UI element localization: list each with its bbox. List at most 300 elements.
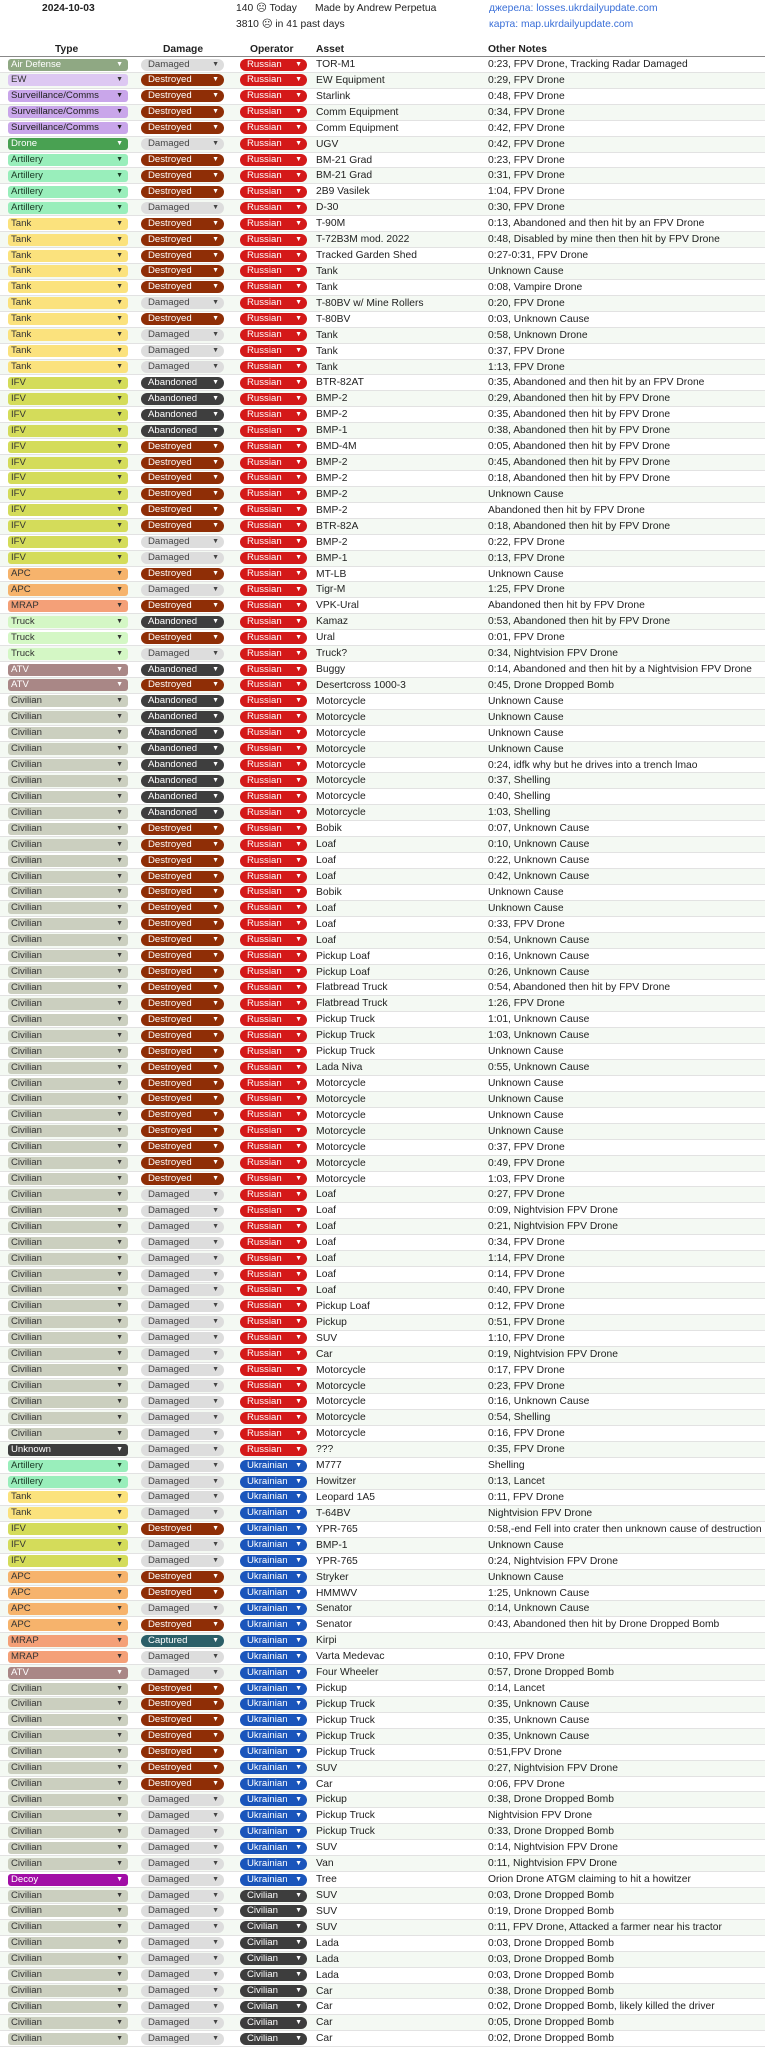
type-dropdown[interactable] — [8, 711, 128, 723]
operator-dropdown[interactable] — [240, 1778, 307, 1790]
operator-dropdown[interactable] — [240, 1762, 307, 1774]
type-dropdown[interactable] — [8, 425, 128, 437]
damage-dropdown[interactable] — [141, 297, 224, 309]
operator-dropdown[interactable] — [240, 1953, 307, 1965]
operator-dropdown[interactable] — [240, 520, 307, 532]
type-dropdown[interactable] — [8, 1093, 128, 1105]
operator-dropdown[interactable] — [240, 616, 307, 628]
operator-dropdown[interactable] — [240, 1364, 307, 1376]
damage-dropdown[interactable] — [141, 1348, 224, 1360]
damage-dropdown[interactable] — [141, 1555, 224, 1567]
damage-dropdown[interactable] — [141, 982, 224, 994]
type-dropdown[interactable] — [8, 1460, 128, 1472]
damage-dropdown[interactable] — [141, 1587, 224, 1599]
operator-dropdown[interactable] — [240, 313, 307, 325]
type-dropdown[interactable] — [8, 1237, 128, 1249]
type-dropdown[interactable] — [8, 1253, 128, 1265]
damage-dropdown[interactable] — [141, 1125, 224, 1137]
type-dropdown[interactable] — [8, 1141, 128, 1153]
damage-dropdown[interactable] — [141, 727, 224, 739]
damage-dropdown[interactable] — [141, 1874, 224, 1886]
operator-dropdown[interactable] — [240, 2017, 307, 2029]
operator-dropdown[interactable] — [240, 600, 307, 612]
operator-dropdown[interactable] — [240, 679, 307, 691]
type-dropdown[interactable] — [8, 250, 128, 262]
type-dropdown[interactable] — [8, 1507, 128, 1519]
operator-dropdown[interactable] — [240, 1444, 307, 1456]
operator-dropdown[interactable] — [240, 59, 307, 71]
damage-dropdown[interactable] — [141, 1093, 224, 1105]
damage-dropdown[interactable] — [141, 791, 224, 803]
type-dropdown[interactable] — [8, 297, 128, 309]
type-dropdown[interactable] — [8, 1698, 128, 1710]
operator-dropdown[interactable] — [240, 1125, 307, 1137]
type-dropdown[interactable] — [8, 616, 128, 628]
damage-dropdown[interactable] — [141, 775, 224, 787]
type-dropdown[interactable] — [8, 552, 128, 564]
type-dropdown[interactable] — [8, 855, 128, 867]
operator-dropdown[interactable] — [240, 1141, 307, 1153]
operator-dropdown[interactable] — [240, 2033, 307, 2045]
type-dropdown[interactable] — [8, 186, 128, 198]
damage-dropdown[interactable] — [141, 584, 224, 596]
operator-dropdown[interactable] — [240, 1969, 307, 1981]
damage-dropdown[interactable] — [141, 234, 224, 246]
damage-dropdown[interactable] — [141, 1969, 224, 1981]
type-dropdown[interactable] — [8, 966, 128, 978]
type-dropdown[interactable] — [8, 1046, 128, 1058]
sources-link[interactable]: джерела: losses.ukrdailyupdate.com — [489, 3, 658, 14]
type-dropdown[interactable] — [8, 138, 128, 150]
type-dropdown[interactable] — [8, 1762, 128, 1774]
type-dropdown[interactable] — [8, 950, 128, 962]
damage-dropdown[interactable] — [141, 1619, 224, 1631]
type-dropdown[interactable] — [8, 1062, 128, 1074]
operator-dropdown[interactable] — [240, 329, 307, 341]
operator-dropdown[interactable] — [240, 377, 307, 389]
type-dropdown[interactable] — [8, 1969, 128, 1981]
type-dropdown[interactable] — [8, 1826, 128, 1838]
operator-dropdown[interactable] — [240, 1842, 307, 1854]
damage-dropdown[interactable] — [141, 1428, 224, 1440]
type-dropdown[interactable] — [8, 1619, 128, 1631]
operator-dropdown[interactable] — [240, 648, 307, 660]
operator-dropdown[interactable] — [240, 998, 307, 1010]
damage-dropdown[interactable] — [141, 966, 224, 978]
damage-dropdown[interactable] — [141, 1794, 224, 1806]
type-dropdown[interactable] — [8, 648, 128, 660]
operator-dropdown[interactable] — [240, 2001, 307, 2013]
type-dropdown[interactable] — [8, 1890, 128, 1902]
type-dropdown[interactable] — [8, 1173, 128, 1185]
damage-dropdown[interactable] — [141, 552, 224, 564]
operator-dropdown[interactable] — [240, 584, 307, 596]
operator-dropdown[interactable] — [240, 1348, 307, 1360]
damage-dropdown[interactable] — [141, 265, 224, 277]
operator-dropdown[interactable] — [240, 1253, 307, 1265]
damage-dropdown[interactable] — [141, 1412, 224, 1424]
operator-dropdown[interactable] — [240, 536, 307, 548]
operator-dropdown[interactable] — [240, 1093, 307, 1105]
operator-dropdown[interactable] — [240, 1603, 307, 1615]
operator-dropdown[interactable] — [240, 218, 307, 230]
damage-dropdown[interactable] — [141, 711, 224, 723]
type-dropdown[interactable] — [8, 1539, 128, 1551]
type-dropdown[interactable] — [8, 536, 128, 548]
type-dropdown[interactable] — [8, 1491, 128, 1503]
damage-dropdown[interactable] — [141, 1523, 224, 1535]
damage-dropdown[interactable] — [141, 1890, 224, 1902]
type-dropdown[interactable] — [8, 1571, 128, 1583]
operator-dropdown[interactable] — [240, 950, 307, 962]
operator-dropdown[interactable] — [240, 1985, 307, 1997]
operator-dropdown[interactable] — [240, 1460, 307, 1472]
type-dropdown[interactable] — [8, 1810, 128, 1822]
type-dropdown[interactable] — [8, 791, 128, 803]
operator-dropdown[interactable] — [240, 1619, 307, 1631]
type-dropdown[interactable] — [8, 1380, 128, 1392]
operator-dropdown[interactable] — [240, 1810, 307, 1822]
type-dropdown[interactable] — [8, 1667, 128, 1679]
damage-dropdown[interactable] — [141, 1396, 224, 1408]
damage-dropdown[interactable] — [141, 2017, 224, 2029]
damage-dropdown[interactable] — [141, 1332, 224, 1344]
damage-dropdown[interactable] — [141, 1284, 224, 1296]
operator-dropdown[interactable] — [240, 855, 307, 867]
operator-dropdown[interactable] — [240, 1300, 307, 1312]
operator-dropdown[interactable] — [240, 265, 307, 277]
operator-dropdown[interactable] — [240, 409, 307, 421]
operator-dropdown[interactable] — [240, 902, 307, 914]
type-dropdown[interactable] — [8, 457, 128, 469]
type-dropdown[interactable] — [8, 1444, 128, 1456]
operator-dropdown[interactable] — [240, 1237, 307, 1249]
type-dropdown[interactable] — [8, 1348, 128, 1360]
operator-dropdown[interactable] — [240, 1030, 307, 1042]
damage-dropdown[interactable] — [141, 1714, 224, 1726]
type-dropdown[interactable] — [8, 106, 128, 118]
operator-dropdown[interactable] — [240, 1523, 307, 1535]
type-dropdown[interactable] — [8, 281, 128, 293]
operator-dropdown[interactable] — [240, 1062, 307, 1074]
damage-dropdown[interactable] — [141, 648, 224, 660]
type-dropdown[interactable] — [8, 982, 128, 994]
type-dropdown[interactable] — [8, 520, 128, 532]
damage-dropdown[interactable] — [141, 807, 224, 819]
damage-dropdown[interactable] — [141, 1539, 224, 1551]
operator-dropdown[interactable] — [240, 839, 307, 851]
damage-dropdown[interactable] — [141, 1571, 224, 1583]
type-dropdown[interactable] — [8, 329, 128, 341]
damage-dropdown[interactable] — [141, 138, 224, 150]
type-dropdown[interactable] — [8, 218, 128, 230]
type-dropdown[interactable] — [8, 1412, 128, 1424]
damage-dropdown[interactable] — [141, 90, 224, 102]
damage-dropdown[interactable] — [141, 1460, 224, 1472]
damage-dropdown[interactable] — [141, 1189, 224, 1201]
damage-dropdown[interactable] — [141, 377, 224, 389]
type-dropdown[interactable] — [8, 871, 128, 883]
damage-dropdown[interactable] — [141, 1667, 224, 1679]
operator-dropdown[interactable] — [240, 138, 307, 150]
damage-dropdown[interactable] — [141, 520, 224, 532]
operator-dropdown[interactable] — [240, 1316, 307, 1328]
damage-dropdown[interactable] — [141, 998, 224, 1010]
operator-dropdown[interactable] — [240, 361, 307, 373]
type-dropdown[interactable] — [8, 1205, 128, 1217]
type-dropdown[interactable] — [8, 1921, 128, 1933]
type-dropdown[interactable] — [8, 1078, 128, 1090]
type-dropdown[interactable] — [8, 1300, 128, 1312]
operator-dropdown[interactable] — [240, 1746, 307, 1758]
damage-dropdown[interactable] — [141, 1141, 224, 1153]
operator-dropdown[interactable] — [240, 1332, 307, 1344]
operator-dropdown[interactable] — [240, 1173, 307, 1185]
type-dropdown[interactable] — [8, 600, 128, 612]
damage-dropdown[interactable] — [141, 743, 224, 755]
damage-dropdown[interactable] — [141, 568, 224, 580]
damage-dropdown[interactable] — [141, 679, 224, 691]
type-dropdown[interactable] — [8, 2033, 128, 2045]
damage-dropdown[interactable] — [141, 393, 224, 405]
operator-dropdown[interactable] — [240, 457, 307, 469]
operator-dropdown[interactable] — [240, 250, 307, 262]
type-dropdown[interactable] — [8, 1603, 128, 1615]
operator-dropdown[interactable] — [240, 871, 307, 883]
type-dropdown[interactable] — [8, 1794, 128, 1806]
type-dropdown[interactable] — [8, 839, 128, 851]
type-dropdown[interactable] — [8, 1874, 128, 1886]
operator-dropdown[interactable] — [240, 1858, 307, 1870]
type-dropdown[interactable] — [8, 472, 128, 484]
operator-dropdown[interactable] — [240, 1412, 307, 1424]
type-dropdown[interactable] — [8, 1109, 128, 1121]
damage-dropdown[interactable] — [141, 1444, 224, 1456]
operator-dropdown[interactable] — [240, 1205, 307, 1217]
damage-dropdown[interactable] — [141, 1921, 224, 1933]
operator-dropdown[interactable] — [240, 202, 307, 214]
operator-dropdown[interactable] — [240, 1428, 307, 1440]
damage-dropdown[interactable] — [141, 1078, 224, 1090]
damage-dropdown[interactable] — [141, 472, 224, 484]
damage-dropdown[interactable] — [141, 250, 224, 262]
type-dropdown[interactable] — [8, 807, 128, 819]
damage-dropdown[interactable] — [141, 1316, 224, 1328]
type-dropdown[interactable] — [8, 759, 128, 771]
type-dropdown[interactable] — [8, 1332, 128, 1344]
type-dropdown[interactable] — [8, 361, 128, 373]
damage-dropdown[interactable] — [141, 1762, 224, 1774]
damage-dropdown[interactable] — [141, 1953, 224, 1965]
damage-dropdown[interactable] — [141, 1253, 224, 1265]
operator-dropdown[interactable] — [240, 345, 307, 357]
operator-dropdown[interactable] — [240, 1380, 307, 1392]
damage-dropdown[interactable] — [141, 281, 224, 293]
damage-dropdown[interactable] — [141, 441, 224, 453]
type-dropdown[interactable] — [8, 1189, 128, 1201]
damage-dropdown[interactable] — [141, 902, 224, 914]
damage-dropdown[interactable] — [141, 1635, 224, 1647]
operator-dropdown[interactable] — [240, 1826, 307, 1838]
damage-dropdown[interactable] — [141, 536, 224, 548]
operator-dropdown[interactable] — [240, 425, 307, 437]
operator-dropdown[interactable] — [240, 552, 307, 564]
operator-dropdown[interactable] — [240, 122, 307, 134]
operator-dropdown[interactable] — [240, 1284, 307, 1296]
type-dropdown[interactable] — [8, 1284, 128, 1296]
type-dropdown[interactable] — [8, 1937, 128, 1949]
operator-dropdown[interactable] — [240, 234, 307, 246]
type-dropdown[interactable] — [8, 695, 128, 707]
operator-dropdown[interactable] — [240, 743, 307, 755]
operator-dropdown[interactable] — [240, 791, 307, 803]
type-dropdown[interactable] — [8, 1221, 128, 1233]
damage-dropdown[interactable] — [141, 313, 224, 325]
type-dropdown[interactable] — [8, 1635, 128, 1647]
operator-dropdown[interactable] — [240, 281, 307, 293]
damage-dropdown[interactable] — [141, 122, 224, 134]
type-dropdown[interactable] — [8, 1714, 128, 1726]
damage-dropdown[interactable] — [141, 345, 224, 357]
type-dropdown[interactable] — [8, 202, 128, 214]
operator-dropdown[interactable] — [240, 1683, 307, 1695]
operator-dropdown[interactable] — [240, 297, 307, 309]
operator-dropdown[interactable] — [240, 1635, 307, 1647]
damage-dropdown[interactable] — [141, 1698, 224, 1710]
operator-dropdown[interactable] — [240, 1587, 307, 1599]
damage-dropdown[interactable] — [141, 1603, 224, 1615]
damage-dropdown[interactable] — [141, 1826, 224, 1838]
operator-dropdown[interactable] — [240, 1651, 307, 1663]
damage-dropdown[interactable] — [141, 218, 224, 230]
damage-dropdown[interactable] — [141, 329, 224, 341]
damage-dropdown[interactable] — [141, 1746, 224, 1758]
damage-dropdown[interactable] — [141, 154, 224, 166]
type-dropdown[interactable] — [8, 775, 128, 787]
operator-dropdown[interactable] — [240, 1698, 307, 1710]
type-dropdown[interactable] — [8, 1746, 128, 1758]
operator-dropdown[interactable] — [240, 1269, 307, 1281]
operator-dropdown[interactable] — [240, 695, 307, 707]
damage-dropdown[interactable] — [141, 759, 224, 771]
operator-dropdown[interactable] — [240, 1396, 307, 1408]
operator-dropdown[interactable] — [240, 918, 307, 930]
damage-dropdown[interactable] — [141, 186, 224, 198]
type-dropdown[interactable] — [8, 1858, 128, 1870]
damage-dropdown[interactable] — [141, 855, 224, 867]
operator-dropdown[interactable] — [240, 1539, 307, 1551]
damage-dropdown[interactable] — [141, 504, 224, 516]
damage-dropdown[interactable] — [141, 488, 224, 500]
operator-dropdown[interactable] — [240, 632, 307, 644]
operator-dropdown[interactable] — [240, 504, 307, 516]
operator-dropdown[interactable] — [240, 1667, 307, 1679]
damage-dropdown[interactable] — [141, 1778, 224, 1790]
operator-dropdown[interactable] — [240, 441, 307, 453]
type-dropdown[interactable] — [8, 1364, 128, 1376]
operator-dropdown[interactable] — [240, 711, 307, 723]
damage-dropdown[interactable] — [141, 1810, 224, 1822]
type-dropdown[interactable] — [8, 1157, 128, 1169]
damage-dropdown[interactable] — [141, 106, 224, 118]
operator-dropdown[interactable] — [240, 1921, 307, 1933]
type-dropdown[interactable] — [8, 377, 128, 389]
type-dropdown[interactable] — [8, 2017, 128, 2029]
type-dropdown[interactable] — [8, 918, 128, 930]
type-dropdown[interactable] — [8, 90, 128, 102]
operator-dropdown[interactable] — [240, 759, 307, 771]
damage-dropdown[interactable] — [141, 918, 224, 930]
type-dropdown[interactable] — [8, 1651, 128, 1663]
damage-dropdown[interactable] — [141, 1651, 224, 1663]
type-dropdown[interactable] — [8, 2001, 128, 2013]
operator-dropdown[interactable] — [240, 1221, 307, 1233]
operator-dropdown[interactable] — [240, 488, 307, 500]
type-dropdown[interactable] — [8, 743, 128, 755]
damage-dropdown[interactable] — [141, 934, 224, 946]
damage-dropdown[interactable] — [141, 823, 224, 835]
type-dropdown[interactable] — [8, 902, 128, 914]
operator-dropdown[interactable] — [240, 1507, 307, 1519]
type-dropdown[interactable] — [8, 74, 128, 86]
damage-dropdown[interactable] — [141, 202, 224, 214]
type-dropdown[interactable] — [8, 934, 128, 946]
operator-dropdown[interactable] — [240, 807, 307, 819]
damage-dropdown[interactable] — [141, 1046, 224, 1058]
type-dropdown[interactable] — [8, 1014, 128, 1026]
operator-dropdown[interactable] — [240, 727, 307, 739]
damage-dropdown[interactable] — [141, 695, 224, 707]
type-dropdown[interactable] — [8, 59, 128, 71]
operator-dropdown[interactable] — [240, 1476, 307, 1488]
operator-dropdown[interactable] — [240, 106, 307, 118]
operator-dropdown[interactable] — [240, 982, 307, 994]
damage-dropdown[interactable] — [141, 1237, 224, 1249]
type-dropdown[interactable] — [8, 345, 128, 357]
damage-dropdown[interactable] — [141, 1937, 224, 1949]
type-dropdown[interactable] — [8, 632, 128, 644]
type-dropdown[interactable] — [8, 664, 128, 676]
type-dropdown[interactable] — [8, 1905, 128, 1917]
damage-dropdown[interactable] — [141, 170, 224, 182]
damage-dropdown[interactable] — [141, 1221, 224, 1233]
operator-dropdown[interactable] — [240, 1571, 307, 1583]
damage-dropdown[interactable] — [141, 2033, 224, 2045]
type-dropdown[interactable] — [8, 1428, 128, 1440]
operator-dropdown[interactable] — [240, 1905, 307, 1917]
type-dropdown[interactable] — [8, 1125, 128, 1137]
damage-dropdown[interactable] — [141, 1269, 224, 1281]
type-dropdown[interactable] — [8, 1683, 128, 1695]
type-dropdown[interactable] — [8, 584, 128, 596]
damage-dropdown[interactable] — [141, 950, 224, 962]
type-dropdown[interactable] — [8, 1030, 128, 1042]
operator-dropdown[interactable] — [240, 1078, 307, 1090]
type-dropdown[interactable] — [8, 234, 128, 246]
damage-dropdown[interactable] — [141, 409, 224, 421]
operator-dropdown[interactable] — [240, 1794, 307, 1806]
operator-dropdown[interactable] — [240, 393, 307, 405]
operator-dropdown[interactable] — [240, 966, 307, 978]
damage-dropdown[interactable] — [141, 1205, 224, 1217]
damage-dropdown[interactable] — [141, 1985, 224, 1997]
operator-dropdown[interactable] — [240, 1014, 307, 1026]
type-dropdown[interactable] — [8, 1985, 128, 1997]
operator-dropdown[interactable] — [240, 886, 307, 898]
type-dropdown[interactable] — [8, 1587, 128, 1599]
operator-dropdown[interactable] — [240, 186, 307, 198]
type-dropdown[interactable] — [8, 1523, 128, 1535]
